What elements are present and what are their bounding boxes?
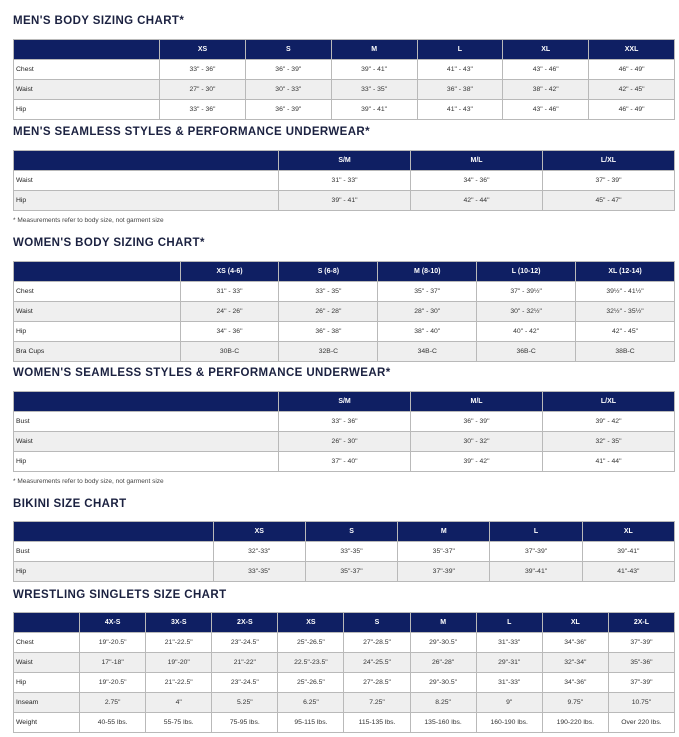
size-header-cell: M bbox=[410, 613, 476, 633]
table-row bbox=[14, 432, 675, 452]
table-row bbox=[14, 282, 675, 302]
measurement-cell: 35"-37" bbox=[398, 542, 490, 562]
row-label: Hip bbox=[14, 322, 181, 342]
table-row bbox=[14, 673, 675, 693]
table-row bbox=[14, 191, 675, 211]
size-table bbox=[13, 150, 675, 211]
size-header-cell: XS bbox=[213, 522, 305, 542]
measurement-cell: 39" - 41" bbox=[331, 60, 417, 80]
measurement-cell: 55-75 lbs. bbox=[146, 713, 212, 733]
measurement-cell: 31" - 33" bbox=[279, 171, 411, 191]
size-header-cell: XS bbox=[278, 613, 344, 633]
measurement-cell: 33"-35" bbox=[305, 542, 397, 562]
size-table bbox=[13, 261, 675, 362]
measurement-cell: 10.75" bbox=[608, 693, 674, 713]
measurement-cell: 39" - 42" bbox=[411, 452, 543, 472]
measurement-cell: 42" - 45" bbox=[576, 322, 675, 342]
header-row bbox=[14, 613, 675, 633]
measurement-cell: 46" - 49" bbox=[589, 100, 675, 120]
header-row bbox=[14, 392, 675, 412]
size-header-cell: M bbox=[331, 40, 417, 60]
measurement-cell: 39"-41" bbox=[582, 542, 674, 562]
measurement-cell: 38" - 40" bbox=[378, 322, 477, 342]
measurement-cell: 31"-33" bbox=[476, 633, 542, 653]
bikini-title: BIKINI SIZE CHART bbox=[13, 498, 127, 510]
measurement-cell: 37" - 40" bbox=[279, 452, 411, 472]
size-header-cell: S bbox=[344, 613, 410, 633]
mens-seamless-table bbox=[13, 150, 675, 211]
table-row bbox=[14, 693, 675, 713]
measurement-cell: 9.75" bbox=[542, 693, 608, 713]
measurement-cell: 34" - 36" bbox=[411, 171, 543, 191]
measurement-cell: 45" - 47" bbox=[543, 191, 675, 211]
measurement-cell: 29"-31" bbox=[476, 653, 542, 673]
measurement-cell: 40" - 42" bbox=[477, 322, 576, 342]
wrestling-table bbox=[13, 612, 675, 733]
table-row bbox=[14, 171, 675, 191]
row-label: Bust bbox=[14, 542, 214, 562]
womens-seamless-title: WOMEN'S SEAMLESS STYLES & PERFORMANCE UNDERWEAR* bbox=[13, 367, 391, 379]
measurement-cell: 160-190 lbs. bbox=[476, 713, 542, 733]
measurement-cell: 21"-22.5" bbox=[146, 673, 212, 693]
measurement-cell: 35"-36" bbox=[608, 653, 674, 673]
measurement-cell: 26"-28" bbox=[410, 653, 476, 673]
header-blank-cell bbox=[14, 151, 279, 171]
measurement-cell: 31" - 33" bbox=[180, 282, 279, 302]
measurement-cell: 33" - 35" bbox=[331, 80, 417, 100]
measurement-cell: 24"-25.5" bbox=[344, 653, 410, 673]
row-label: Chest bbox=[14, 60, 160, 80]
measurement-cell: 27" - 30" bbox=[160, 80, 246, 100]
table-row bbox=[14, 633, 675, 653]
size-header-cell: 2X-S bbox=[212, 613, 278, 633]
measurement-cell: 36" - 38" bbox=[417, 80, 503, 100]
table-row bbox=[14, 713, 675, 733]
size-header-cell: M/L bbox=[411, 151, 543, 171]
measurement-cell: 38B-C bbox=[576, 342, 675, 362]
header-row bbox=[14, 40, 675, 60]
measurement-cell: 19"-20.5" bbox=[80, 673, 146, 693]
measurement-cell: 36" - 39" bbox=[411, 412, 543, 432]
size-table bbox=[13, 521, 675, 582]
wrestling-title: WRESTLING SINGLETS SIZE CHART bbox=[13, 589, 227, 601]
row-label: Chest bbox=[14, 633, 80, 653]
measurement-cell: 33" - 35" bbox=[279, 282, 378, 302]
table-row bbox=[14, 322, 675, 342]
measurement-cell: 30" - 33" bbox=[245, 80, 331, 100]
header-blank-cell bbox=[14, 613, 80, 633]
measurement-cell: 41" - 43" bbox=[417, 100, 503, 120]
measurement-cell: 19"-20.5" bbox=[80, 633, 146, 653]
size-header-cell: XXL bbox=[589, 40, 675, 60]
measurement-cell: 30B-C bbox=[180, 342, 279, 362]
measurement-cell: 36" - 38" bbox=[279, 322, 378, 342]
measurement-cell: 95-115 lbs. bbox=[278, 713, 344, 733]
measurement-cell: 5.25" bbox=[212, 693, 278, 713]
header-row bbox=[14, 262, 675, 282]
size-header-cell: XS bbox=[160, 40, 246, 60]
measurement-cell: 34B-C bbox=[378, 342, 477, 362]
size-header-cell: S/M bbox=[279, 151, 411, 171]
measurement-cell: 42" - 44" bbox=[411, 191, 543, 211]
measurement-cell: 30" - 32" bbox=[411, 432, 543, 452]
measurement-cell: 2.75" bbox=[80, 693, 146, 713]
measurement-cell: 27"-28.5" bbox=[344, 633, 410, 653]
size-header-cell: XL bbox=[542, 613, 608, 633]
row-label: Hip bbox=[14, 452, 279, 472]
measurement-cell: 8.25" bbox=[410, 693, 476, 713]
measurement-cell: 115-135 lbs. bbox=[344, 713, 410, 733]
measurement-cell: 30" - 32½" bbox=[477, 302, 576, 322]
measurement-cell: 43" - 46" bbox=[503, 100, 589, 120]
row-label: Waist bbox=[14, 171, 279, 191]
table-row bbox=[14, 302, 675, 322]
table-row bbox=[14, 80, 675, 100]
row-label: Waist bbox=[14, 80, 160, 100]
header-row bbox=[14, 151, 675, 171]
size-header-cell: 4X-S bbox=[80, 613, 146, 633]
measurement-cell: 36" - 39" bbox=[245, 60, 331, 80]
table-row bbox=[14, 562, 675, 582]
row-label: Waist bbox=[14, 302, 181, 322]
measurement-cell: 21"-22.5" bbox=[146, 633, 212, 653]
measurement-cell: 33" - 36" bbox=[160, 60, 246, 80]
mens-body-table bbox=[13, 39, 675, 120]
measurement-cell: 39" - 41" bbox=[279, 191, 411, 211]
measurement-cell: 32"-34" bbox=[542, 653, 608, 673]
measurement-cell: 37"-39" bbox=[490, 542, 582, 562]
header-blank-cell bbox=[14, 262, 181, 282]
measurement-cell: 41" - 43" bbox=[417, 60, 503, 80]
measurement-cell: 24" - 26" bbox=[180, 302, 279, 322]
size-header-cell: 2X-L bbox=[608, 613, 674, 633]
measurement-cell: 36B-C bbox=[477, 342, 576, 362]
measurement-cell: 23"-24.5" bbox=[212, 633, 278, 653]
measurement-cell: 37" - 39" bbox=[543, 171, 675, 191]
measurement-cell: 26" - 30" bbox=[279, 432, 411, 452]
table-row bbox=[14, 60, 675, 80]
measurement-cell: 37" - 39½" bbox=[477, 282, 576, 302]
table-row bbox=[14, 412, 675, 432]
size-header-cell: L/XL bbox=[543, 392, 675, 412]
row-label: Hip bbox=[14, 562, 214, 582]
row-label: Weight bbox=[14, 713, 80, 733]
row-label: Hip bbox=[14, 191, 279, 211]
row-label: Waist bbox=[14, 653, 80, 673]
measurement-cell: 21"-22" bbox=[212, 653, 278, 673]
size-header-cell: XS (4-6) bbox=[180, 262, 279, 282]
measurement-cell: 29"-30.5" bbox=[410, 673, 476, 693]
size-header-cell: L bbox=[417, 40, 503, 60]
measurement-cell: 25"-26.5" bbox=[278, 633, 344, 653]
measurement-cell: 34"-36" bbox=[542, 633, 608, 653]
measurement-cell: 4" bbox=[146, 693, 212, 713]
measurement-cell: 41"-43" bbox=[582, 562, 674, 582]
womens-seamless-note: * Measurements refer to body size, not garment size bbox=[13, 478, 164, 485]
row-label: Hip bbox=[14, 100, 160, 120]
row-label: Hip bbox=[14, 673, 80, 693]
measurement-cell: 35"-37" bbox=[305, 562, 397, 582]
measurement-cell: 36" - 39" bbox=[245, 100, 331, 120]
measurement-cell: 42" - 45" bbox=[589, 80, 675, 100]
measurement-cell: 32" - 35" bbox=[543, 432, 675, 452]
measurement-cell: 75-95 lbs. bbox=[212, 713, 278, 733]
measurement-cell: 23"-24.5" bbox=[212, 673, 278, 693]
size-header-cell: M/L bbox=[411, 392, 543, 412]
size-header-cell: L/XL bbox=[543, 151, 675, 171]
table-row bbox=[14, 452, 675, 472]
table-row bbox=[14, 542, 675, 562]
mens-body-title: MEN'S BODY SIZING CHART* bbox=[13, 15, 185, 27]
mens-seamless-note: * Measurements refer to body size, not garment size bbox=[13, 217, 164, 224]
measurement-cell: 37"-39" bbox=[608, 633, 674, 653]
row-label: Inseam bbox=[14, 693, 80, 713]
size-header-cell: L bbox=[490, 522, 582, 542]
size-header-cell: XL bbox=[582, 522, 674, 542]
header-blank-cell bbox=[14, 40, 160, 60]
measurement-cell: 32½" - 35½" bbox=[576, 302, 675, 322]
size-header-cell: L bbox=[476, 613, 542, 633]
header-row bbox=[14, 522, 675, 542]
size-header-cell: XL (12-14) bbox=[576, 262, 675, 282]
measurement-cell: 37"-39" bbox=[398, 562, 490, 582]
measurement-cell: 135-160 lbs. bbox=[410, 713, 476, 733]
measurement-cell: 26" - 28" bbox=[279, 302, 378, 322]
row-label: Waist bbox=[14, 432, 279, 452]
size-header-cell: L (10-12) bbox=[477, 262, 576, 282]
size-header-cell: S bbox=[245, 40, 331, 60]
measurement-cell: 6.25" bbox=[278, 693, 344, 713]
measurement-cell: 19"-20" bbox=[146, 653, 212, 673]
measurement-cell: 27"-28.5" bbox=[344, 673, 410, 693]
size-header-cell: 3X-S bbox=[146, 613, 212, 633]
measurement-cell: 28" - 30" bbox=[378, 302, 477, 322]
measurement-cell: 37"-39" bbox=[608, 673, 674, 693]
measurement-cell: Over 220 lbs. bbox=[608, 713, 674, 733]
measurement-cell: 34"-36" bbox=[542, 673, 608, 693]
measurement-cell: 40-55 lbs. bbox=[80, 713, 146, 733]
measurement-cell: 43" - 46" bbox=[503, 60, 589, 80]
womens-body-title: WOMEN'S BODY SIZING CHART* bbox=[13, 237, 205, 249]
womens-body-table bbox=[13, 261, 675, 362]
size-table bbox=[13, 612, 675, 733]
measurement-cell: 46" - 49" bbox=[589, 60, 675, 80]
measurement-cell: 35" - 37" bbox=[378, 282, 477, 302]
bikini-table bbox=[13, 521, 675, 582]
measurement-cell: 39"-41" bbox=[490, 562, 582, 582]
measurement-cell: 190-220 lbs. bbox=[542, 713, 608, 733]
size-table bbox=[13, 39, 675, 120]
measurement-cell: 34" - 36" bbox=[180, 322, 279, 342]
size-header-cell: XL bbox=[503, 40, 589, 60]
size-header-cell: S (6-8) bbox=[279, 262, 378, 282]
measurement-cell: 29"-30.5" bbox=[410, 633, 476, 653]
measurement-cell: 33" - 36" bbox=[160, 100, 246, 120]
header-blank-cell bbox=[14, 392, 279, 412]
row-label: Chest bbox=[14, 282, 181, 302]
size-header-cell: S bbox=[305, 522, 397, 542]
measurement-cell: 39½" - 41½" bbox=[576, 282, 675, 302]
measurement-cell: 25"-26.5" bbox=[278, 673, 344, 693]
size-header-cell: M (8-10) bbox=[378, 262, 477, 282]
measurement-cell: 33"-35" bbox=[213, 562, 305, 582]
size-table bbox=[13, 391, 675, 472]
measurement-cell: 17"-18" bbox=[80, 653, 146, 673]
measurement-cell: 31"-33" bbox=[476, 673, 542, 693]
table-row bbox=[14, 342, 675, 362]
measurement-cell: 38" - 42" bbox=[503, 80, 589, 100]
measurement-cell: 39" - 41" bbox=[331, 100, 417, 120]
womens-seamless-table bbox=[13, 391, 675, 472]
row-label: Bra Cups bbox=[14, 342, 181, 362]
measurement-cell: 41" - 44" bbox=[543, 452, 675, 472]
measurement-cell: 7.25" bbox=[344, 693, 410, 713]
measurement-cell: 33" - 36" bbox=[279, 412, 411, 432]
table-row bbox=[14, 653, 675, 673]
measurement-cell: 39" - 42" bbox=[543, 412, 675, 432]
size-header-cell: S/M bbox=[279, 392, 411, 412]
size-header-cell: M bbox=[398, 522, 490, 542]
measurement-cell: 32"-33" bbox=[213, 542, 305, 562]
table-row bbox=[14, 100, 675, 120]
measurement-cell: 9" bbox=[476, 693, 542, 713]
mens-seamless-title: MEN'S SEAMLESS STYLES & PERFORMANCE UNDERWEAR* bbox=[13, 126, 371, 138]
row-label: Bust bbox=[14, 412, 279, 432]
measurement-cell: 22.5"-23.5" bbox=[278, 653, 344, 673]
header-blank-cell bbox=[14, 522, 214, 542]
measurement-cell: 32B-C bbox=[279, 342, 378, 362]
